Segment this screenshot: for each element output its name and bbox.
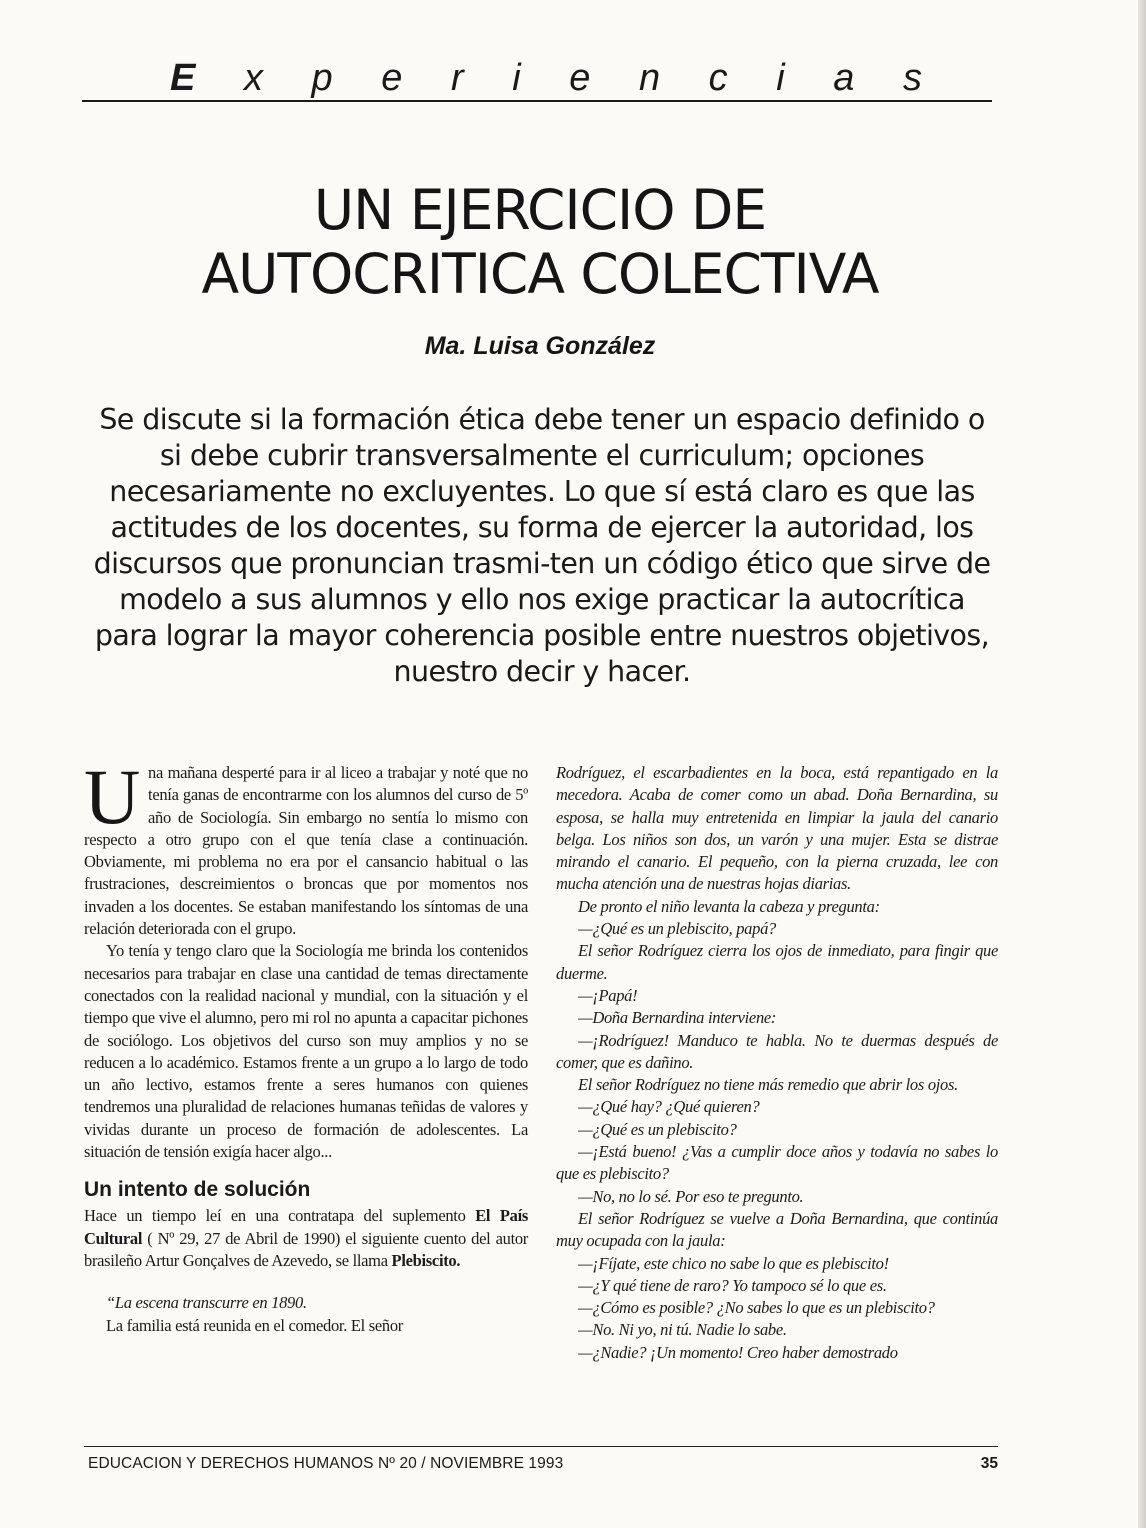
page-edge xyxy=(1138,0,1146,1528)
story-paragraph: —¡Rodríguez! Manduco te habla. No te duermas después de comer, que es dañino. xyxy=(556,1030,998,1072)
story-title: Plebiscito. xyxy=(391,1250,461,1270)
story-paragraph: —¡Papá! xyxy=(578,985,638,1005)
footer-rule xyxy=(84,1446,998,1447)
section-letter: s xyxy=(902,57,922,99)
quote-line-1: “La escena transcurre en 1890. xyxy=(106,1293,307,1313)
story-paragraph: —¿Qué es un plebiscito, papá? xyxy=(578,919,776,939)
story-paragraph: —¡Está bueno! ¿Vas a cumplir doce años y todavía no sabes lo que es plebiscito? xyxy=(556,1142,998,1184)
section-letter: x xyxy=(243,57,263,99)
story-paragraph: —¿Nadie? ¡Un momento! Creo haber demostrado xyxy=(578,1342,898,1362)
section-letter: n xyxy=(638,57,661,99)
story-paragraph: El señor Rodríguez se vuelve a Doña Bernardina, que continúa muy ocupada con la jaula: xyxy=(556,1208,998,1251)
supplement-name: El País Cultural xyxy=(84,1206,529,1248)
article-abstract: Se discute si la formación ética debe tener un espacio definido o si debe cubrir transversalmente el curriculum; opciones necesariamente no excluyentes. Lo que sí está claro es que las actitudes de los docentes, su forma de ejercer la autoridad, los discursos que pronuncian trasmi-ten un código ético que sirve de modelo a sus alumnos y ello nos exige practicar la autocrítica para lograr la mayor coherencia posible entre nuestros objetivos, nuestro decir y hacer. xyxy=(93,403,991,688)
story-paragraph: El señor Rodríguez cierra los ojos de inmediato, para fingir que duerme. xyxy=(556,941,998,983)
right-column xyxy=(556,762,998,1364)
story-paragraph: —¡Fíjate, este chico no sabe lo que es plebiscito! xyxy=(578,1253,889,1273)
section-letter: e xyxy=(381,57,403,99)
page-number: 35 xyxy=(980,1455,998,1472)
paragraph-3 xyxy=(84,1205,528,1272)
section-letter: E xyxy=(170,57,196,99)
drop-cap: U xyxy=(84,753,141,840)
story-paragraph: —No, no lo sé. Por eso te pregunto. xyxy=(578,1186,804,1206)
section-letter: i xyxy=(776,57,785,99)
article-title xyxy=(60,178,1020,306)
section-letter: c xyxy=(708,57,728,99)
paragraph-1 xyxy=(84,753,528,940)
title-line-1: UN EJERCICIO DE xyxy=(313,178,767,242)
story-paragraph: —¿Y qué tiene de raro? Yo tampoco sé lo que es. xyxy=(578,1275,887,1295)
subheading: Un intento de solución xyxy=(84,1178,311,1202)
publication-info: EDUCACION Y DERECHOS HUMANOS Nº 20 / NOVIEMBRE 1993 xyxy=(88,1455,564,1472)
story-paragraph: Rodríguez, el escarbadientes en la boca, está repantigado en la mecedora. Acaba de comer como un abad. Doña Bernardina, su esposa, se halla muy entretenida en limpiar la jaula del canario belga. Los niños son dos, un varón y una mujer. Esta se distrae mirando el canario. El pequeño, con la pierna cruzada, lee con mucha atención una de nuestras hojas diarias. xyxy=(556,763,998,894)
section-letter: r xyxy=(450,57,464,99)
section-letter: i xyxy=(512,57,521,99)
story-paragraph: —No. Ni yo, ni tú. Nadie lo sabe. xyxy=(578,1320,787,1340)
paragraph-3-text-b: ( Nº 29, 27 de Abril de 1990) el siguiente cuento del autor brasileño Artur Gonçalves de Azevedo, se llama xyxy=(84,1228,528,1270)
section-letter: e xyxy=(569,57,591,99)
story-paragraph: El señor Rodríguez no tiene más remedio que abrir los ojos. xyxy=(578,1075,958,1095)
paragraph-3-text-a: Hace un tiempo leí en una contratapa del suplemento xyxy=(84,1206,476,1226)
story-paragraph: De pronto el niño levanta la cabeza y pregunta: xyxy=(578,896,880,916)
section-letter: p xyxy=(311,57,333,99)
paragraph-1-text: na mañana desperté para ir al liceo a trabajar y noté que no tenía ganas de encontrarme con los alumnos del curso de 5º año de Sociología. Sin embargo no sentía lo mismo con respecto a otro grupo con el que tenía clase a continuación. Obviamente, mi problema no era por el cansancio habitual o las frustraciones, descreimientos o broncas que por momentos nos invaden a los docentes. Se estaban manifestando los síntomas de una relación deteriorada con el grupo. xyxy=(84,763,528,939)
section-header xyxy=(82,56,992,102)
paragraph-2: Yo tenía y tengo claro que la Sociología me brinda los contenidos necesarios para trabajar en clase una cantidad de temas directamente conectados con la realidad nacional y mundial, con la situación y el tiempo que vive el alumno, pero mi rol no apunta a capacitar pichones de sociólogo. Los objetivos del curso son muy amplios y no se reducen a lo académico. Estamos frente a un grupo a lo largo de todo un año lectivo, estamos frente a seres humanos con quienes tendremos una pluralidad de relaciones humanas teñidas de valores y vividas durante un proceso de formación de adolescentes. La situación de tensión exigía hacer algo... xyxy=(84,941,528,1162)
story-paragraph: —¿Qué hay? ¿Qué quieren? xyxy=(578,1097,760,1117)
story-paragraph: —¿Cómo es posible? ¿No sabes lo que es un plebiscito? xyxy=(578,1298,935,1318)
story-paragraph: —¿Qué es un plebiscito? xyxy=(578,1119,737,1139)
section-title xyxy=(170,58,922,98)
left-column xyxy=(84,753,529,1337)
article-author: Ma. Luisa González xyxy=(424,332,656,360)
title-line-2: AUTOCRITICA COLECTIVA xyxy=(201,242,879,306)
quote-line-2: La familia está reunida en el comedor. El señor xyxy=(106,1315,403,1335)
section-letter: a xyxy=(833,57,855,99)
story-paragraph: —Doña Bernardina interviene: xyxy=(578,1008,777,1028)
